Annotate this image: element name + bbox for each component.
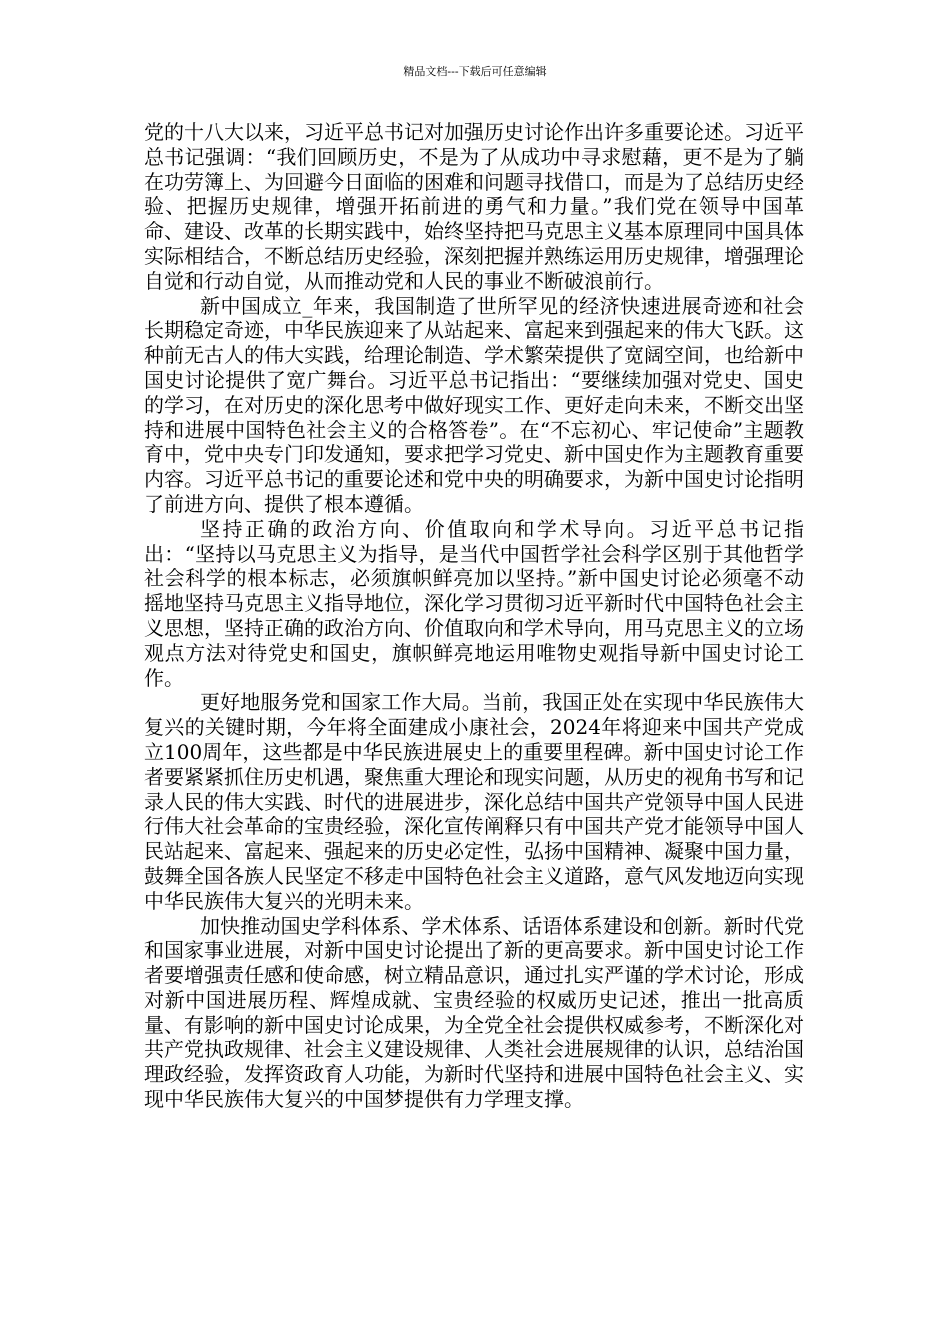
document-body — [144, 120, 804, 1112]
paragraph-1: 党的十八大以来，习近平总书记对加强历史讨论作出许多重要论述。习近平总书记强调：“我们回顾历史，不是为了从成功中寻求慰藉，更不是为了躺在功劳簿上、为回避今日面临的困难和问题寻找借口，而是为了总结历史经验、把握历史规律，增强开拓前进的勇气和力量。”我们党在领导中国革命、建设、改革的长期实践中，始终坚持把马克思主义基本原理同中国具体实际相结合，不断总结历史经验，深刻把握并熟练运用历史规律，增强理论自觉和行动自觉，从而推动党和人民的事业不断破浪前行。 — [144, 120, 804, 293]
paragraph-4: 更好地服务党和国家工作大局。当前，我国正处在实现中华民族伟大复兴的关键时期，今年将全面建成小康社会，2024年将迎来中国共产党成立100周年，这些都是中华民族进展史上的重要里程碑。新中国史讨论工作者要紧紧抓住历史机遇，聚焦重大理论和现实问题，从历史的视角书写和记录人民的伟大实践、时代的进展进步，深化总结中国共产党领导中国人民进行伟大社会革命的宝贵经验，深化宣传阐释只有中国共产党才能领导中国人民站起来、富起来、强起来的历史必定性，弘扬中国精神、凝聚中国力量，鼓舞全国各族人民坚定不移走中国特色社会主义道路，意气风发地迈向实现中华民族伟大复兴的光明未来。 — [144, 690, 804, 913]
page-header: 精品文档---下载后可任意编辑 — [403, 65, 547, 78]
paragraph-2: 新中国成立_年来，我国制造了世所罕见的经济快速进展奇迹和社会长期稳定奇迹，中华民族迎来了从站起来、富起来到强起来的伟大飞跃。这种前无古人的伟大实践，给理论制造、学术繁荣提供了宽阔空间，也给新中国史讨论提供了宽广舞台。习近平总书记指出：“要继续加强对党史、国史的学习，在对历史的深化思考中做好现实工作、更好走向未来，不断交出坚持和进展中国特色社会主义的合格答卷”。在“不忘初心、牢记使命”主题教育中，党中央专门印发通知，要求把学习党史、新中国史作为主题教育重要内容。习近平总书记的重要论述和党中央的明确要求，为新中国史讨论指明了前进方向、提供了根本遵循。 — [144, 293, 804, 516]
paragraph-3: 坚持正确的政治方向、价值取向和学术导向。习近平总书记指出：“坚持以马克思主义为指导，是当代中国哲学社会科学区别于其他哲学社会科学的根本标志，必须旗帜鲜亮加以坚持。”新中国史讨论必须毫不动摇地坚持马克思主义指导地位，深化学习贯彻习近平新时代中国特色社会主义思想，坚持正确的政治方向、价值取向和学术导向，用马克思主义的立场观点方法对待党史和国史，旗帜鲜亮地运用唯物史观指导新中国史讨论工作。 — [144, 516, 804, 690]
paragraph-5: 加快推动国史学科体系、学术体系、话语体系建设和创新。新时代党和国家事业进展，对新中国史讨论提出了新的更高要求。新中国史讨论工作者要增强责任感和使命感，树立精品意识，通过扎实严谨的学术讨论，形成对新中国进展历程、辉煌成就、宝贵经验的权威历史记述，推出一批高质量、有影响的新中国史讨论成果，为全党全社会提供权威参考，不断深化对共产党执政规律、社会主义建设规律、人类社会进展规律的认识，总结治国理政经验，发挥资政育人功能，为新时代坚持和进展中国特色社会主义、实现中华民族伟大复兴的中国梦提供有力学理支撑。 — [144, 913, 804, 1112]
